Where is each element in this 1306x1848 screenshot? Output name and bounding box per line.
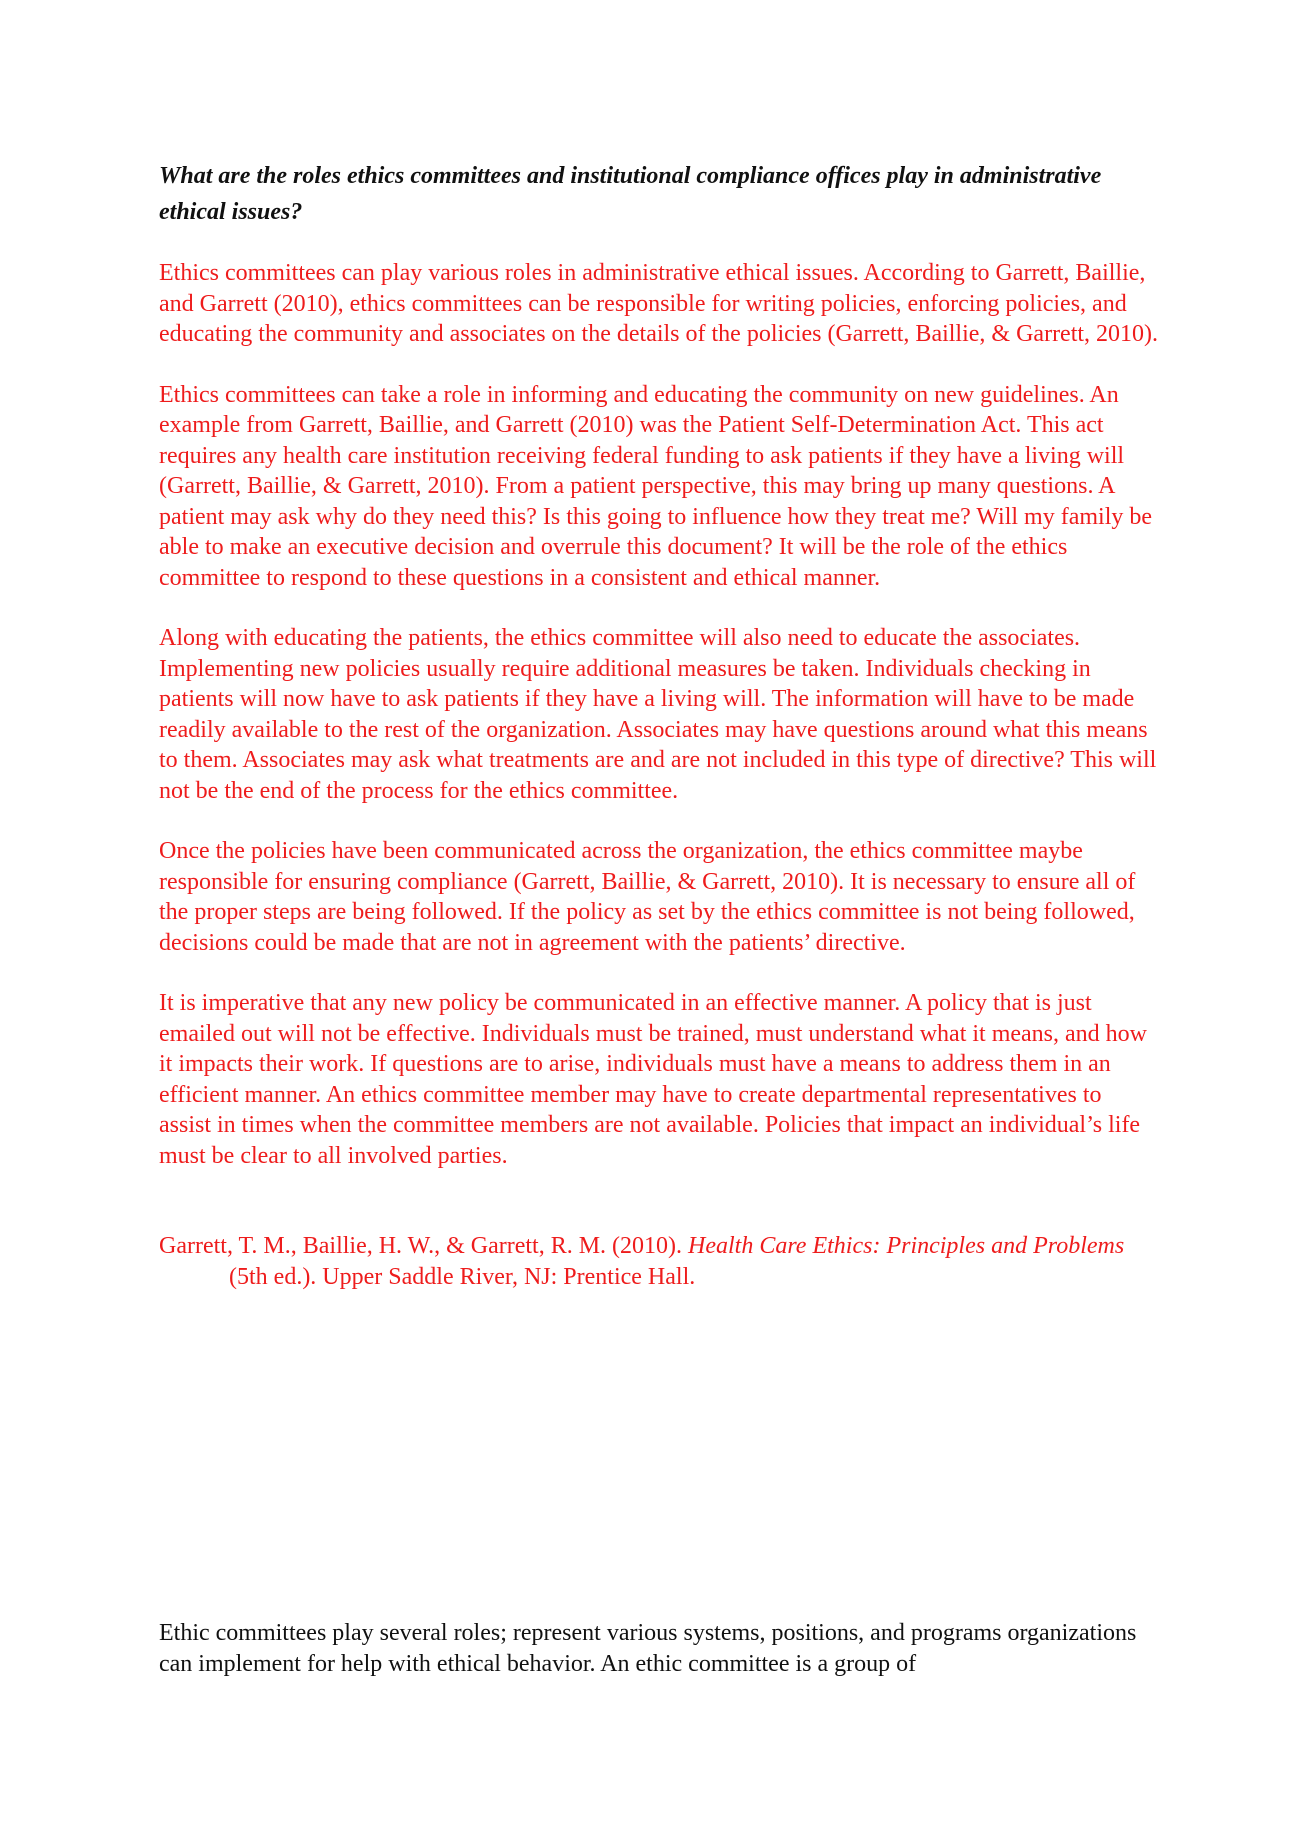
document-body (159, 158, 1159, 1292)
closing-paragraph: Ethic committees play several roles; represent various systems, positions, and programs organizations can implement for help with ethical behavior. An ethic committee is a group of (159, 1620, 1137, 1677)
answer-paragraph-4: Once the policies have been communicated across the organization, the ethics committee maybe responsible for ensuring compliance (Garrett, Baillie, & Garrett, 2010). It is necessary to ensure all of the proper steps are being followed. If the policy as set by the ethics committee is not being followed, decisions could be made that are not in agreement with the patients’ directive. (159, 838, 1136, 956)
answer-paragraph-5: It is imperative that any new policy be communicated in an effective manner. A policy that is just emailed out will not be effective. Individuals must be trained, must understand what it means, and how it impacts their work. If questions are to arise, individuals must have a means to address them in an efficient manner. An ethics committee member may have to create departmental representatives to assist in times when the committee members are not available. Policies that impact an individual’s life must be clear to all involved parties. (159, 990, 1147, 1169)
reference-entry (159, 1231, 1159, 1292)
reference-publication: (5th ed.). Upper Saddle River, NJ: Prentice Hall. (229, 1263, 696, 1290)
question-heading: What are the roles ethics committees and institutional compliance offices play in administrative ethical issues? (159, 163, 1102, 225)
reference-title: Health Care Ethics: Principles and Problems (688, 1233, 1125, 1259)
answer-paragraph-3: Along with educating the patients, the ethics committee will also need to educate the associates. Implementing new policies usually require additional measures be taken. Individuals checking in patients will now have to ask patients if they have a living will. The information will have to be made readily available to the rest of the organization. Associates may have questions around what this means to them. Associates may ask what treatments are and are not included in this type of directive? This will not be the end of the process for the ethics committee. (159, 625, 1157, 804)
reference-authors: Garrett, T. M., Baillie, H. W., & Garrett, R. M. (2010). (159, 1233, 689, 1259)
answer-paragraph-2: Ethics committees can take a role in informing and educating the community on new guidelines. An example from Garrett, Baillie, and Garrett (2010) was the Patient Self-Determination Act. This act requires any health care institution receiving federal funding to ask patients if they have a living will (Garrett, Baillie, & Garrett, 2010). From a patient perspective, this may bring up many questions. A patient may ask why do they need this? Is this going to influence how they treat me? Will my family be able to make an executive decision and overrule this document? It will be the role of the ethics committee to respond to these questions in a consistent and ethical manner. (159, 381, 1153, 591)
answer-paragraph-1: Ethics committees can play various roles in administrative ethical issues. According to Garrett, Baillie, and Garrett (2010), ethics committees can be responsible for writing policies, enforcing policies, and educating the community and associates on the details of the policies (Garrett, Baillie, & Garrett, 2010). (159, 260, 1159, 347)
